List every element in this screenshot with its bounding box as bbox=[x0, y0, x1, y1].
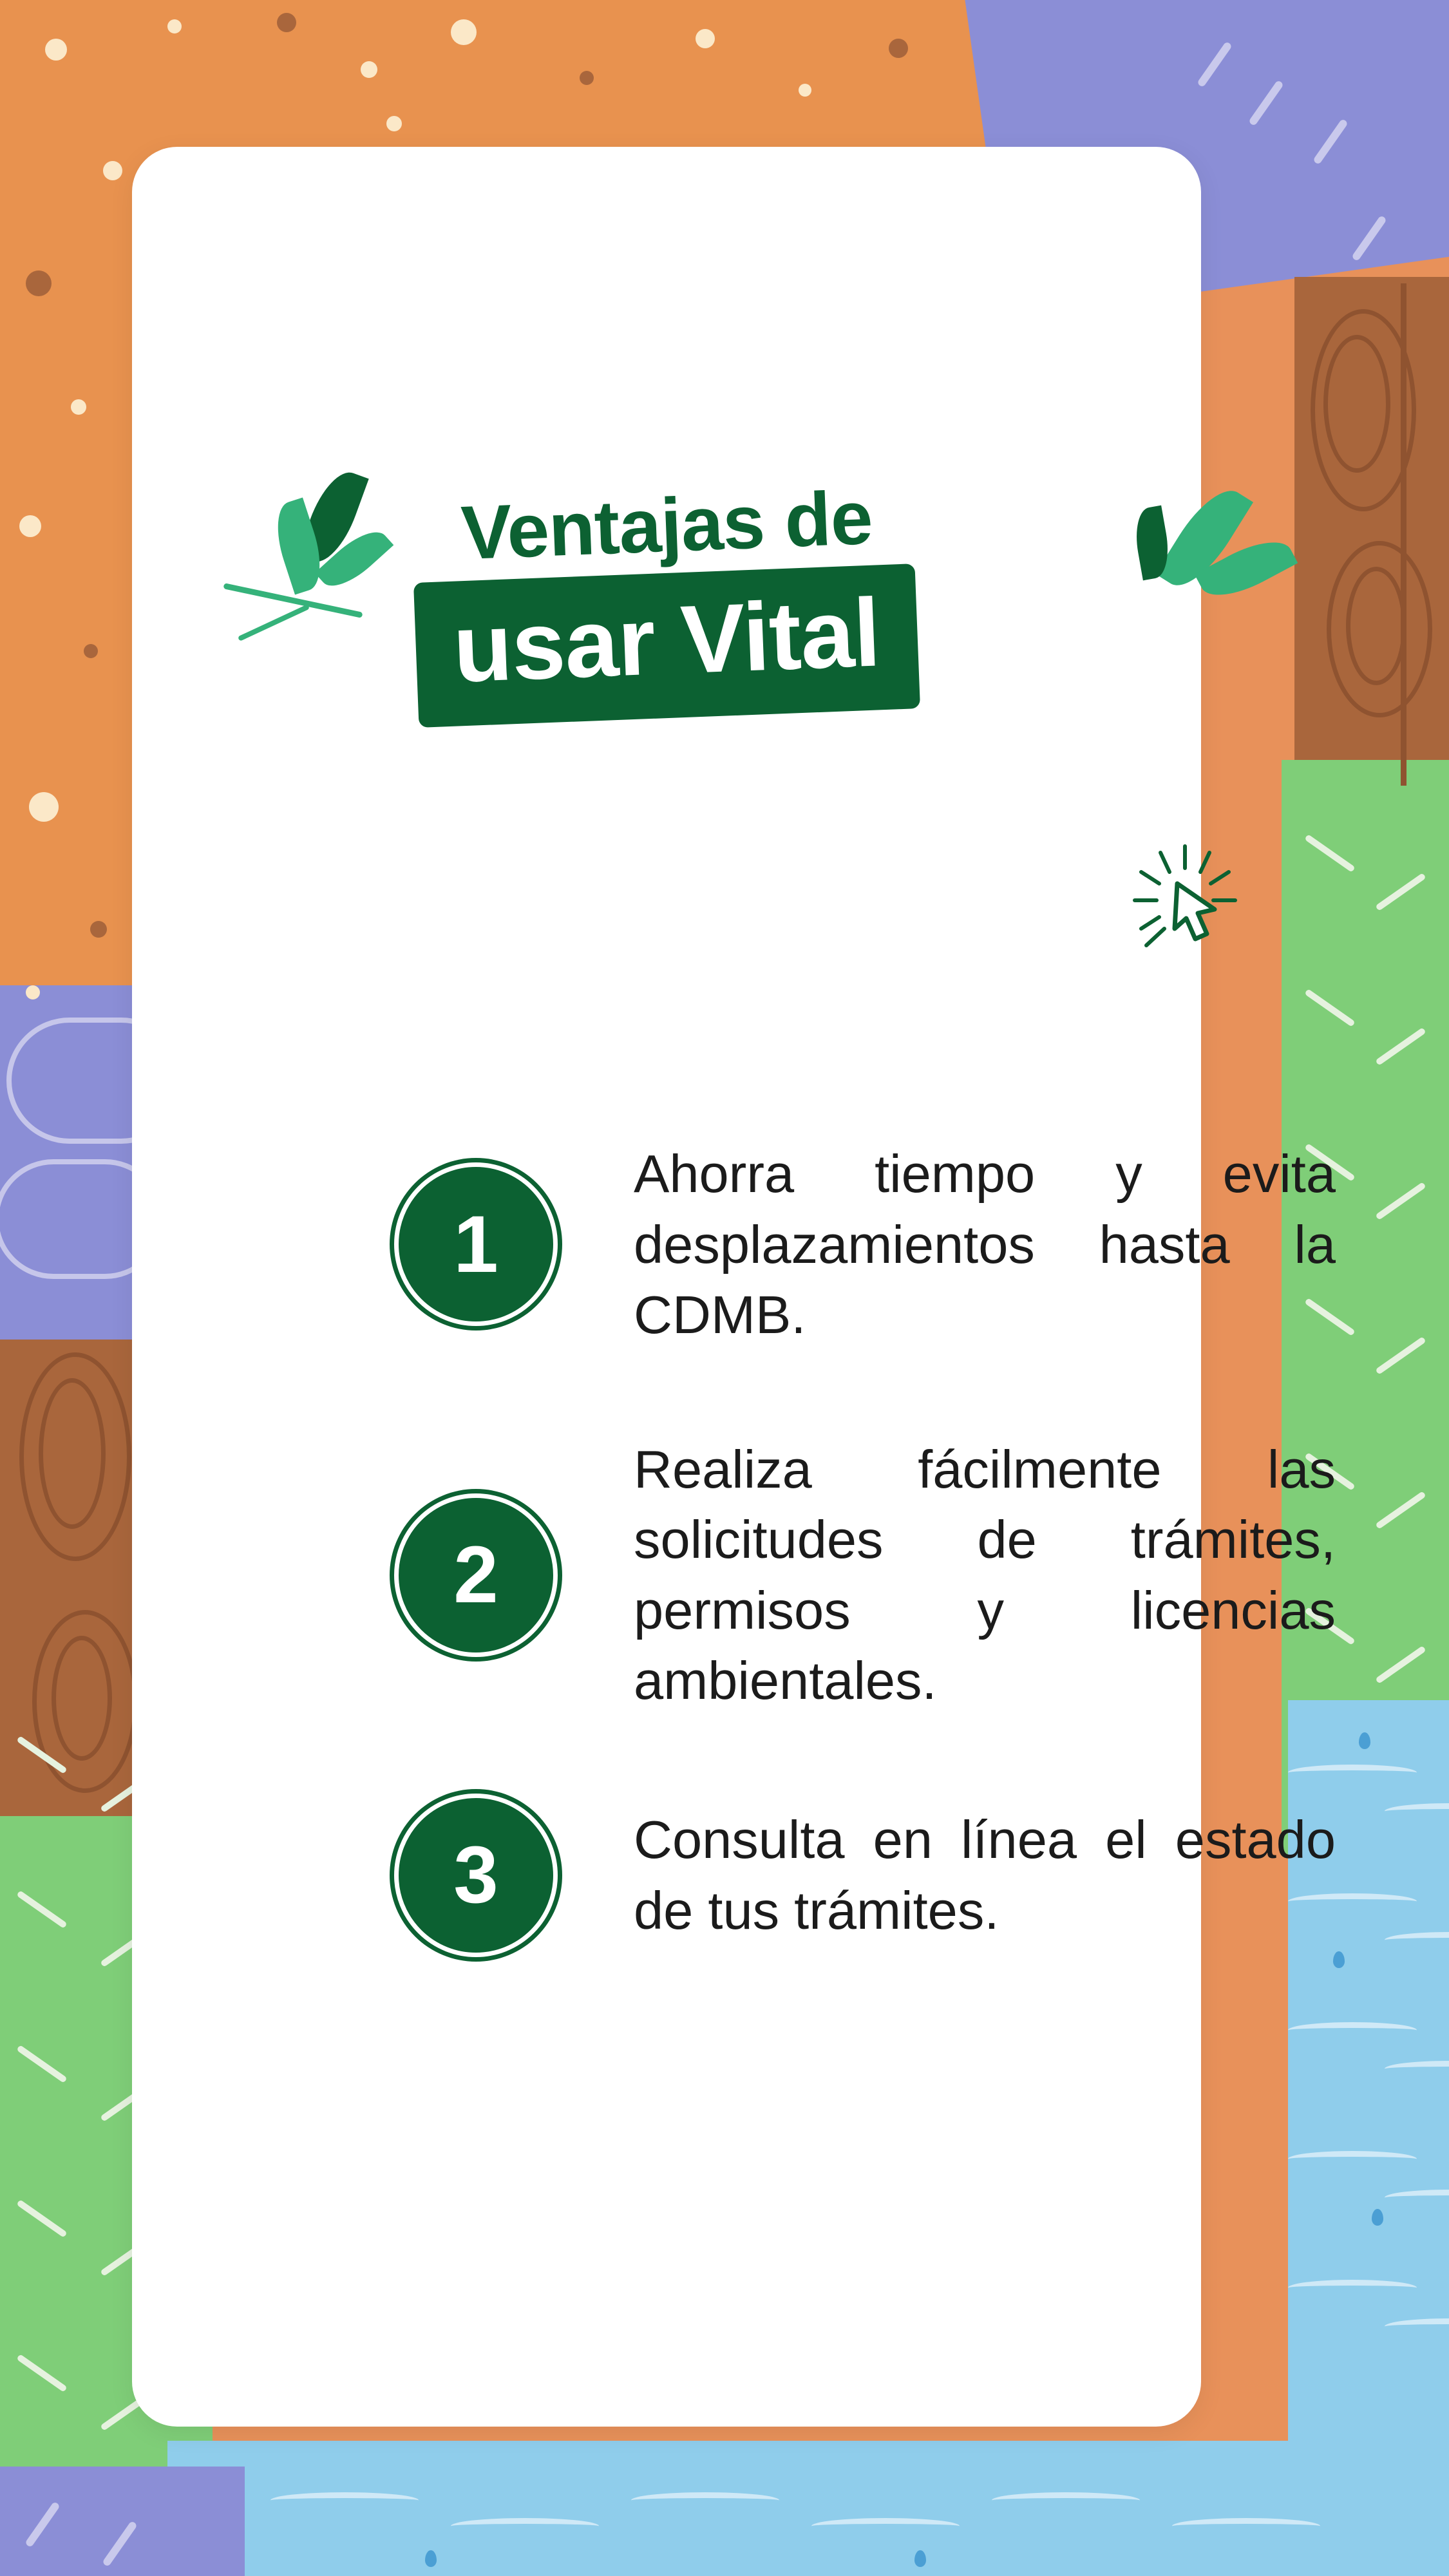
wood-grain bbox=[1327, 541, 1432, 717]
list-item bbox=[386, 1139, 1352, 1350]
dot-decoration bbox=[45, 39, 67, 61]
dot-decoration bbox=[386, 116, 402, 131]
dot-decoration bbox=[696, 29, 715, 48]
title-block bbox=[132, 475, 1201, 718]
dot-decoration bbox=[103, 161, 122, 180]
dot-decoration bbox=[167, 19, 182, 33]
water-drop bbox=[425, 2550, 437, 2567]
list-item bbox=[386, 1794, 1352, 1957]
dot-decoration bbox=[361, 61, 377, 78]
title-line-1: Ventajas de bbox=[459, 475, 874, 576]
wood-seam bbox=[1401, 283, 1406, 786]
dot-decoration bbox=[90, 921, 107, 938]
dot-decoration bbox=[26, 985, 40, 999]
wave-decoration bbox=[451, 2518, 599, 2534]
wood-grain bbox=[19, 1352, 131, 1561]
title-line-2: usar Vital bbox=[413, 564, 920, 728]
content-card bbox=[132, 147, 1336, 2427]
item-number-badge: 2 bbox=[394, 1493, 558, 1657]
dot-decoration bbox=[580, 71, 594, 85]
wave-decoration bbox=[1288, 2280, 1417, 2296]
stem-decoration bbox=[238, 604, 310, 641]
wave-decoration bbox=[992, 2492, 1140, 2508]
wave-decoration bbox=[270, 2492, 419, 2508]
dot-decoration bbox=[451, 19, 477, 45]
dot-decoration bbox=[26, 270, 52, 296]
wood-grain bbox=[32, 1610, 138, 1793]
purple-bottom-block bbox=[0, 2467, 245, 2576]
item-text: Realiza fácilmente las solicitudes de trámites, permisos y licencias ambientales. bbox=[634, 1439, 1336, 1711]
dot-decoration bbox=[889, 39, 908, 58]
cursor-click-icon bbox=[1127, 842, 1243, 958]
item-text: Ahorra tiempo y evita desplazamientos hasta la CDMB. bbox=[634, 1144, 1336, 1345]
water-drop bbox=[1372, 2209, 1383, 2226]
water-drop bbox=[1359, 1732, 1370, 1749]
dot-decoration bbox=[277, 13, 296, 32]
dot-decoration bbox=[799, 84, 811, 97]
wave-decoration bbox=[811, 2518, 960, 2534]
advantages-list bbox=[386, 1139, 1352, 2041]
water-bottom-block bbox=[167, 2441, 1449, 2576]
wave-decoration bbox=[1288, 2151, 1417, 2167]
item-number-badge: 3 bbox=[394, 1794, 558, 1957]
wave-decoration bbox=[631, 2492, 779, 2508]
dot-decoration bbox=[19, 515, 41, 537]
item-number-badge: 1 bbox=[394, 1162, 558, 1326]
water-drop bbox=[914, 2550, 926, 2567]
wave-decoration bbox=[1172, 2518, 1320, 2534]
item-text: Consulta en línea el estado de tus trámites. bbox=[634, 1810, 1336, 1940]
dot-decoration bbox=[29, 792, 59, 822]
list-item bbox=[386, 1434, 1352, 1716]
dot-decoration bbox=[71, 399, 86, 415]
dot-decoration bbox=[84, 644, 98, 658]
